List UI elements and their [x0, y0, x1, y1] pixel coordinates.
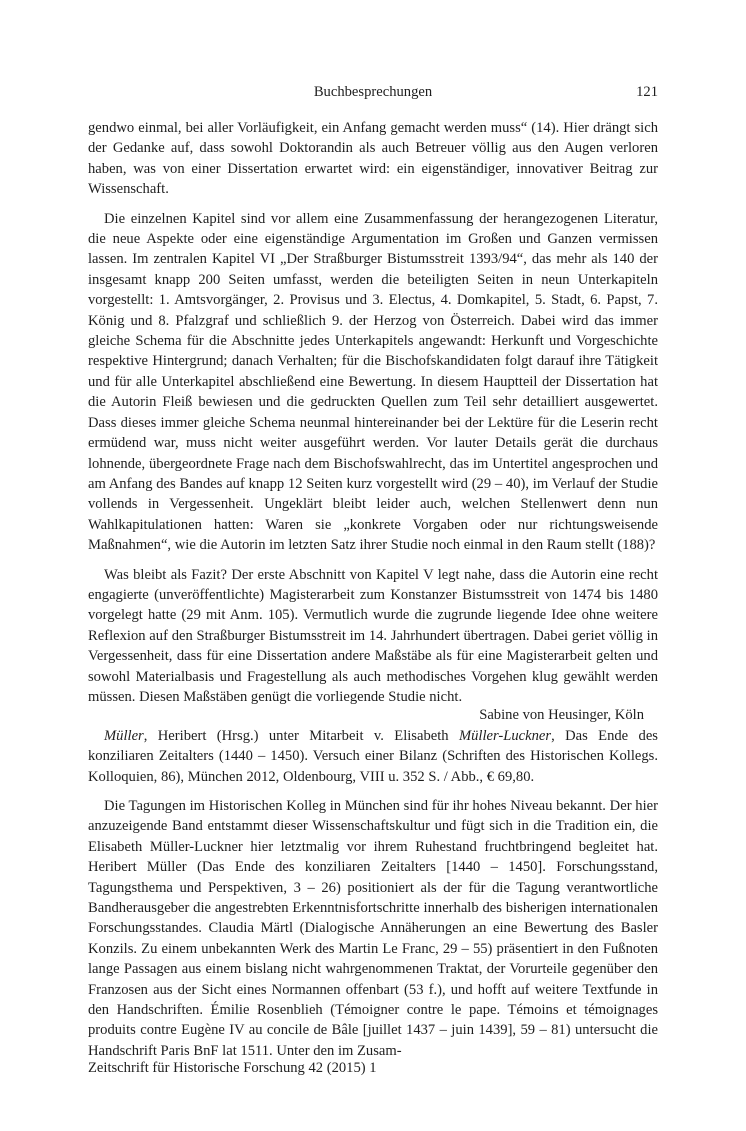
review-paragraph: Die Tagungen im Historischen Kolleg in München sind für ihr hohes Niveau bekannt. Der hier anzuzeigende Band entstammt dieser Wissenschaftskultur und fügt sich in die Tradition ein, die Elisabeth Müller-Luckner hier letztmalig vor ihrem Ruhestand fruchtbringend begleitet hat. Heribert Müller (Das Ende des konziliaren Zeitalters [1440 – 1450]. Forschungsstand, Tagungsthema und Perspektiven, 3 – 26) positioniert als der für die Tagung verantwortliche Bandherausgeber die angestrebten Erkenntnisfortschritte innerhalb des bisherigen internationalen Forschungsstandes. Claudia Märtl (Dialogische Annäherungen an eine Bewertung des Basler Konzils. Zu einem unbekannten Werk des Martin Le Franc, 29 – 55) präsentiert in den Fußnoten lange Passagen aus einem bislang nicht wahrgenommenen Traktat, der Vorurteile gegenüber den Franzosen aus der Sicht eines Normannen offenbart (53 f.), und hofft auf weitere Textfunde in den Handschriften. Émilie Rosenblieh (Témoigner contre le pape. Témoins et témoignages produits contre Eugène IV au concile de Bâle [juillet 1437 – juin 1439], 59 – 81) untersucht die Handschrift Paris BnF lat 1511. Unter den im Zusam- [88, 798, 658, 1059]
running-head [88, 82, 658, 102]
editor-name: Müller [104, 727, 144, 744]
paragraph-continued: gendwo einmal, bei aller Vorläufigkeit, ein Anfang gemacht werden muss“ (14). Hier drängt sich der Gedanke auf, dass sowohl Doktorandin als auch Betreuer völlig aus den Augen verloren haben, was von einer Dissertation erwartet wird: ein eigenständiger, innovativer Beitrag zur Wissenschaft. [88, 120, 658, 198]
journal-footer: Zeitschrift für Historische Forschung 42 (2015) 1 [88, 1060, 377, 1076]
running-head-title: Buchbesprechungen [313, 84, 433, 100]
review-bibliographic-heading [88, 726, 658, 787]
review-heading-text-2: , Das Ende des konziliaren Zeitalters (1440 – 1450). Versuch einer Bilanz (Schriften des Historischen Kollegs. Kolloquien, 86), München 2012, Oldenbourg, VIII u. 352 S. / Abb., € 69,80. [88, 727, 658, 785]
reviewer-signature: Sabine von Heusinger, Köln [479, 707, 644, 724]
collaborator-name: Müller-Luckner [458, 727, 552, 744]
paragraph-conclusion: Was bleibt als Fazit? Der erste Abschnitt von Kapitel V legt nahe, dass die Autorin eine recht engagierte (unveröffentlichte) Magisterarbeit zum Konstanzer Bistumsstreit von 1474 bis 1480 vorgelegt hatte (29 mit Anm. 105). Vermutlich wurde die zugrunde liegende Idee ohne weitere Reflexion auf den Straßburger Bistumsstreit im 14. Jahrhundert übertragen. Dabei geriet völlig in Vergessenheit, dass für eine Dissertation andere Maßstäbe als für eine Magisterarbeit gelten und sowohl Materialbasis und Fragestellung als auch methodisches Vorgehen klug gewählt werden müssen. Diesen Maßstäben genügt die vorliegende Studie nicht. [88, 566, 658, 705]
paragraph-chapters: Die einzelnen Kapitel sind vor allem eine Zusammenfassung der herangezogenen Literatur, die neue Aspekte oder eine eigenständige Argumentation im Großen und Ganzen vermissen lassen. Im zentralen Kapitel VI „Der Straßburger Bistumsstreit 1393/94“, das mehr als 140 der insgesamt knapp 200 Seiten umfasst, werden die beteiligten Seiten in neun Unterkapiteln vorgestellt: 1. Amtsvorgänger, 2. Provisus und 3. Electus, 4. Domkapitel, 5. Stadt, 6. Papst, 7. König und 8. Pfalzgraf und schließlich 9. der Herzog von Österreich. Dabei wird das immer gleiche Schema für die Abschnitte jedes Unterkapitels angewandt: Herkunft und Vorgeschichte respektive Hintergrund; danach Verhalten; für die Bischofskandidaten folgt darauf ihre Tätigkeit und für alle Unterkapitel abschließend eine Bewertung. In diesem Hauptteil der Dissertation hat die Autorin Fleiß bewiesen und die gedruckten Quellen zum Teil sehr detailliert ausgewertet. Dass dieses immer gleiche Schema neunmal hintereinander bei der Lektüre für die Leserin recht ermüdend war, muss nicht weiter ausgeführt werden. Vor lauter Details gerät die durchaus lohnende, übergeordnete Frage nach dem Bischofswahlrecht, das im Untertitel angesprochen und am Anfang des Bandes auf knapp 12 Seiten kurz vorgestellt wird (29 – 40), im Verlauf der Studie vollends in Vergessenheit. Ungeklärt bleibt leider auch, welchen Stellenwert denn nun Wahlkapitulationen hatten: Waren sie „konkrete Vorgaben oder nur richtungsweisende Maßnahmen“, wie die Autorin im letzten Satz ihrer Studie noch einmal in den Raum stellt (188)? [88, 210, 658, 554]
review-heading-text-1: , Heribert (Hrsg.) unter Mitarbeit v. Elisabeth [143, 727, 459, 744]
body-text [88, 118, 658, 1061]
page-number: 121 [636, 84, 658, 100]
